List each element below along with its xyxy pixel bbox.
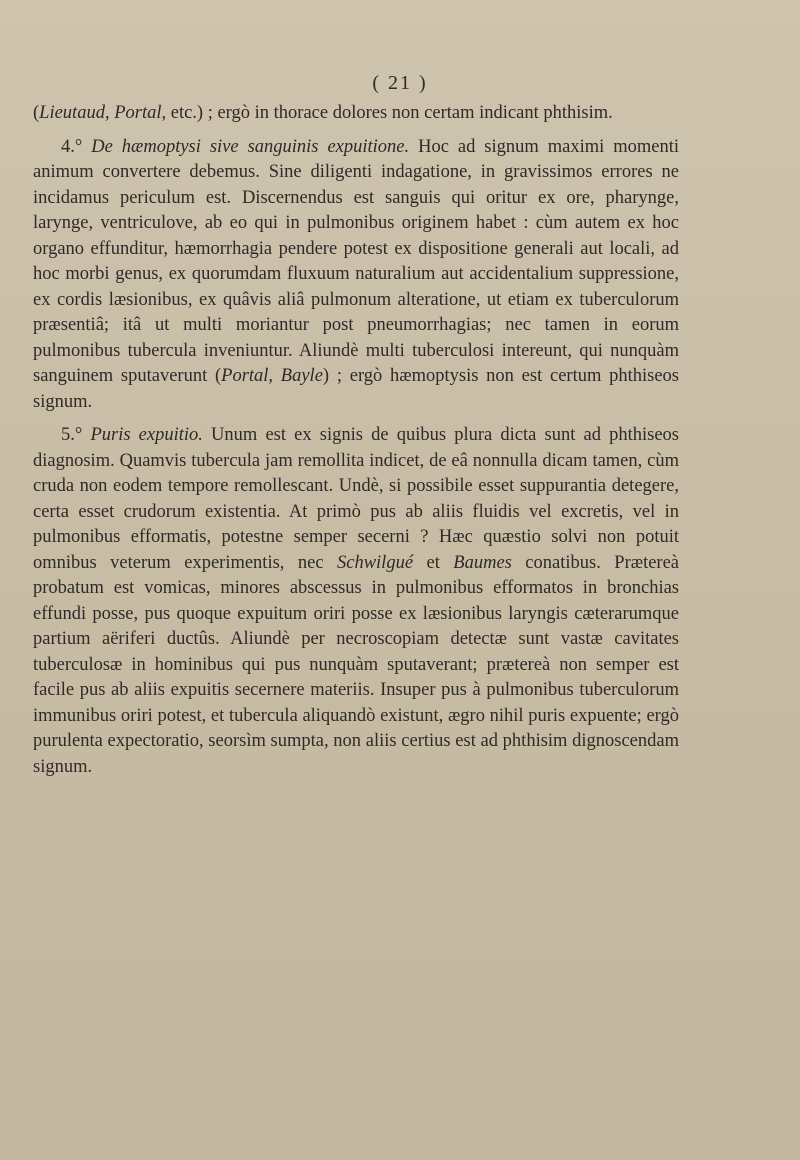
author-citation: Portal, Bayle bbox=[221, 366, 323, 386]
text-segment: , bbox=[104, 103, 115, 123]
body-text bbox=[33, 101, 679, 780]
section-heading: Puris expuitio. bbox=[90, 425, 203, 445]
paragraph-1 bbox=[33, 101, 679, 127]
section-number: 4.° bbox=[61, 136, 92, 157]
text-segment: et bbox=[413, 552, 454, 573]
text-segment: etc.) ; ergò in thorace dolores non certam indicant phthisim. bbox=[166, 103, 613, 123]
section-heading: De hæmoptysi sive sanguinis expuitione. bbox=[91, 136, 410, 157]
author-citation: Schwilgué bbox=[336, 552, 414, 573]
author-citation: Lieutaud bbox=[39, 103, 105, 123]
paragraph-2 bbox=[33, 135, 679, 416]
text-segment: Hoc ad signum maximi momenti animum convertere debemus. Sine diligenti indagatione, in gravissimos errores ne incidamus periculum est. Discernendus est sanguis qui oritur ex ore, pharynge, larynge, ventriculove, ab eo qui in pulmonibus originem habet : cùm autem ex hoc organo effunditur, hæmorrhagia pendere potest ex dispositione generali aut locali, ad hoc morbi genus, ex quorumdam fluxuum naturalium aut accidentalium suppressione, ex cordis læsionibus, ex quâvis aliâ pulmonum alteratione, ut etiam ex tuberculorum præsentiâ; itâ ut multi moriantur post pneumorrhagias; nec tamen in eorum pulmonibus tubercula inveniuntur. Aliundè multi tuberculosi intereunt, qui nunquàm sanguinem sputaverunt ( bbox=[33, 136, 679, 386]
author-citation: Portal, bbox=[114, 103, 167, 123]
section-number: 5.° bbox=[61, 425, 91, 445]
text-segment: conatibus. Prætereà probatum est vomicas, minores abscessus in pulmonibus efformatos in bronchias effundi posse, pus quoque expuitum oriri posse ex læsionibus laryngis cæterarumque partium aëriferi ductûs. Aliundè per necroscopiam detectæ sunt vastæ cavitates tuberculosæ in hominibus qui pus nunquàm sputaverant; prætereà non semper est facile pus ab aliis expuitis secernere materiis. Insuper pus à pulmonibus tuberculorum immunibus oriri potest, et tubercula aliquandò existunt, ægro nihil puris expuente; ergò purulenta expectoratio, seorsìm sumpta, non aliis certius est ad phthisim dignoscendam signum. bbox=[33, 552, 679, 777]
text-segment: ( bbox=[33, 103, 40, 123]
text-segment: ) ; ergò hæmoptysis non est certum phthiseos signum. bbox=[33, 366, 679, 412]
paragraph-3 bbox=[33, 423, 679, 780]
page-number: ( 21 ) bbox=[372, 72, 428, 94]
text-segment: Unum est ex signis de quibus plura dicta sunt ad phthiseos diagnosim. Quamvis tubercula jam remollita indicet, de eâ nonnulla dicam tamen, cùm cruda non eodem tempore remollescant. Undè, si possibile esset suppurantia detegere, certa esset crudorum existentia. At primò pus ab aliis fluidis vel excretis, vel in pulmonibus efformatis, potestne semper secerni ? Hæc quæstio solvi non potuit omnibus veterum experimentis, nec bbox=[33, 425, 679, 573]
author-citation: Baumes bbox=[453, 552, 512, 573]
